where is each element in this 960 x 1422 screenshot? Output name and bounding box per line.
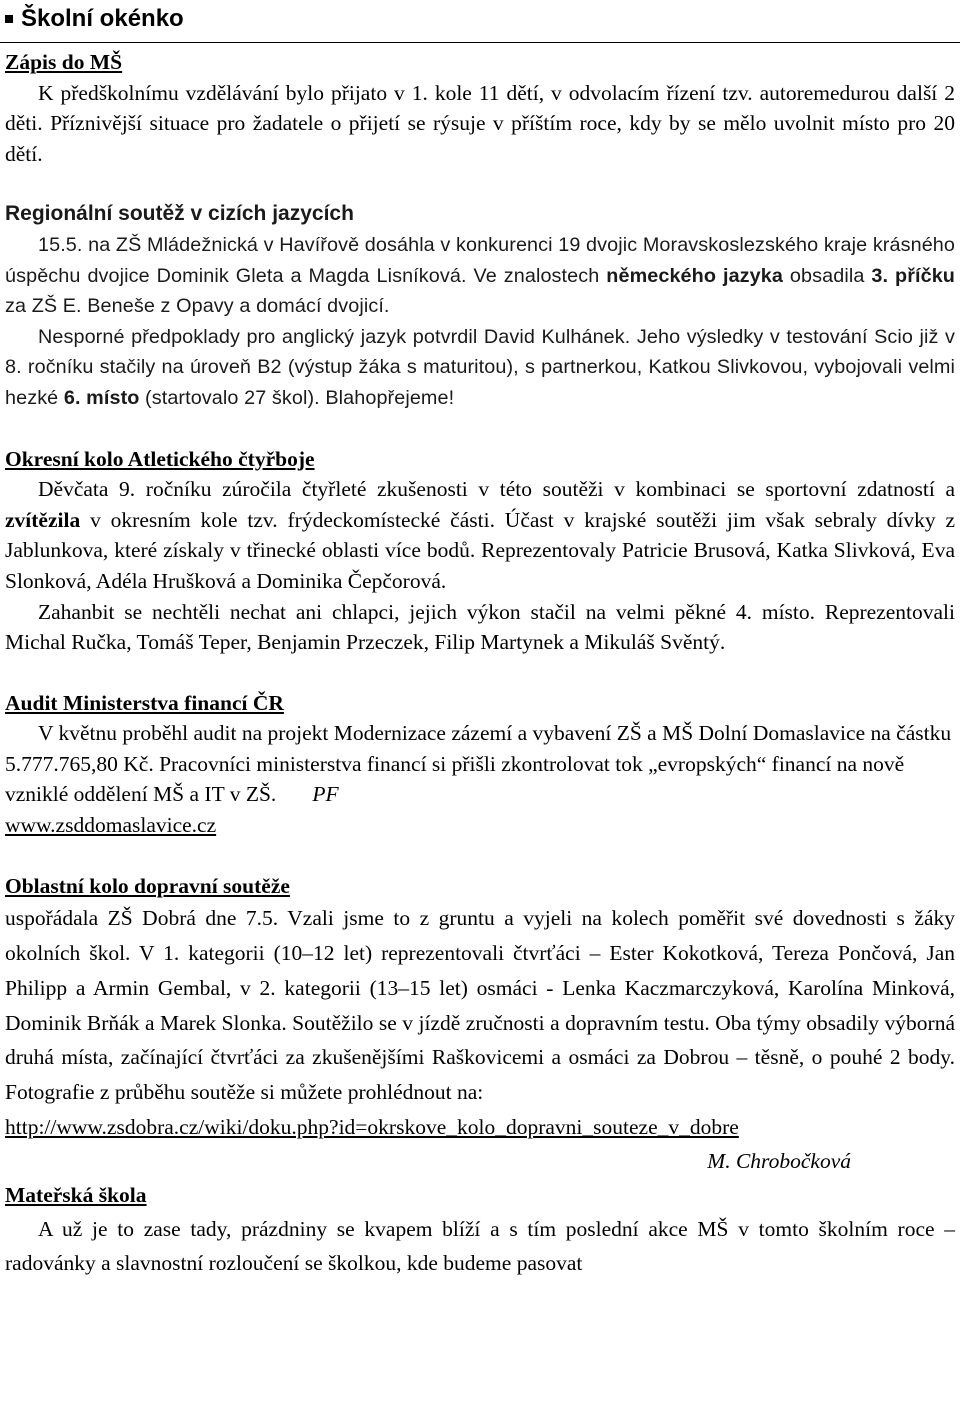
section-zapis [5,47,955,169]
newsletter-title [5,4,955,34]
text-run: Děvčata 9. ročníku zúročila čtyřleté zkušenosti v této soutěži v kombinaci se sportovní zdatností a [38,477,955,502]
section-heading: Mateřská škola [5,1183,147,1208]
paragraph [5,230,955,322]
newsletter-title-text: Školní okénko [21,5,184,32]
paragraph [5,322,955,414]
section-heading: Oblastní kolo dopravní soutěže [5,873,290,898]
square-bullet-icon [5,15,13,23]
paragraph [5,718,955,810]
section-ms [5,1178,955,1280]
paragraph: uspořádala ZŠ Dobrá dne 7.5. Vzali jsme to z gruntu a vyjeli na kolech poměřit své dovednosti s žáky okolních škol. V 1. kategorii (10–12 let) reprezentovali čtvrťáci – Ester Kokotková, Tereza Pončová, Jan Philipp a Armin Gembal, v 2. kategorii (13–15 let) osmáci - Lenka Kaczmarczyková, Karolína Minková, Dominik Brňák a Marek Slonka. Soutěžilo se v jízdě zručnosti a dopravním testu. Oba týmy obsadily výborná druhá místa, začínající čtvrťáci za zkušenějšími Raškovicemi a osmáci za Dobrou – těsně, o pouhé 2 body. Fotografie z průběhu soutěže si můžete prohlédnout na: [5,906,955,1105]
text-run: za ZŠ E. Beneše z Opavy a domácí dvojicí. [5,295,390,318]
bold-text: německého jazyka [606,264,783,287]
text-run: 15.5. na ZŠ Mládežnická v Havířově dosáhla v konkurenci 19 dvojic Moravskoslezského kraje krásného úspěchu dvojice Dominik Gleta a Magda Lisníková. Ve znalostech [5,233,955,287]
section-heading: Regionální soutěž v cizích jazycích [5,202,354,226]
paragraph: K předškolnímu vzdělávání bylo přijato v 1. kole 11 dětí, v odvolacím řízení tzv. autoremedurou další 2 děti. Příznivější situace pro žadatele o přijetí se rýsuje v příštím roce, kdy by se mělo uvolnit místo pro 20 dětí. [5,80,955,166]
section-heading: Okresní kolo Atletického čtyřboje [5,446,315,471]
bold-text: zvítězila [5,507,81,532]
author-signature: PF [312,782,339,807]
text-run: V květnu proběhl audit na projekt Modernizace zázemí a vybavení ZŠ a MŠ Dolní Domaslavice na částku 5.777.765,80 Kč. Pracovníci ministerstva financí si přišli zkontrolovat tok „evropských“ financí na nově vzniklé oddělení MŠ a IT v ZŠ. [5,721,952,807]
website-link[interactable]: www.zsddomaslavice.cz [5,813,217,838]
paragraph: A už je to zase tady, prázdniny se kvapem blíží a s tím poslední akce MŠ v tomto školním roce – radovánky a slavnostní rozloučení se školkou, kde budeme pasovat [5,1217,955,1276]
section-regionalni [5,199,955,413]
text-run: (startovalo 27 škol). Blahopřejeme! [139,386,455,409]
paragraph: Zahanbit se nechtěli nechat ani chlapci, jejich výkon stačil na velmi pěkné 4. místo. Reprezentovali Michal Ručka, Tomáš Teper, Benjamin Przeczek, Filip Martynek a Mikuláš Svěntý. [5,599,955,655]
text-run: Nesporné předpoklady pro anglický jazyk potvrdil David Kulhánek. Jeho výsledky v testování Scio již v 8. ročníku stačily na úroveň B2 (výstup žáka s maturitou), s partnerkou, Katkou Slivkovou, vybojovali velmi hezké [5,325,955,409]
section-audit [5,688,955,841]
paragraph [5,474,955,596]
bold-text: 6. místo [63,386,140,409]
text-run: v okresním kole tzv. frýdeckomístecké části. Účast v krajské soutěži jim však sebraly dívky z Jablunkova, které získaly v třinecké oblasti více bodů. Reprezentovaly Patricie Brusová, Katka Slivková, Eva Slonková, Adéla Hrušková a Dominika Čepčorová. [5,507,955,593]
bold-text: 3. příčku [871,264,955,287]
section-dopravni [5,871,955,1178]
photo-gallery-link[interactable]: http://www.zsdobra.cz/wiki/doku.php?id=okrskove_kolo_dopravni_souteze_v_dobre [5,1115,739,1140]
author-signature: M. Chrobočková [707,1149,851,1174]
title-divider [0,42,960,43]
document-page [5,0,955,1280]
text-run: obsadila [782,264,872,287]
section-atletika [5,444,955,658]
section-heading: Zápis do MŠ [5,50,123,74]
section-heading: Audit Ministerstva financí ČR [5,690,284,715]
